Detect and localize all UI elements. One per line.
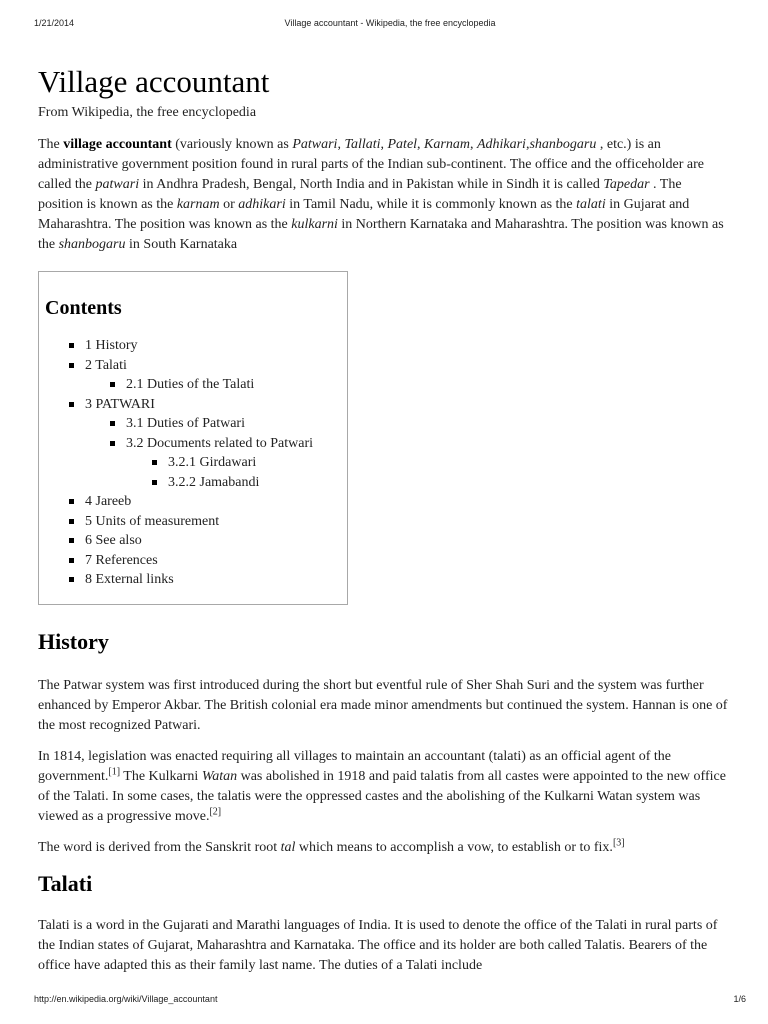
- paragraph-text: In 1814, legislation was enacted requiring all villages to maintain an accountant (talati) as an official agent of the government.: [38, 748, 672, 784]
- section-heading-history: History: [38, 628, 109, 654]
- toc-list: [45, 336, 347, 590]
- citation-link[interactable]: [2]: [209, 805, 222, 817]
- bullet-icon: [110, 441, 115, 446]
- lead-text: in Gujarat and Maharashtra. The position was known as the: [38, 197, 690, 232]
- table-of-contents: [38, 271, 348, 605]
- toc-item[interactable]: [45, 453, 347, 473]
- toc-item[interactable]: [45, 434, 347, 454]
- toc-item-label[interactable]: 3.2.1 Girdawari: [168, 455, 257, 470]
- toc-title: Contents: [45, 297, 122, 319]
- history-paragraph-1: The Patwar system was first introduced during the short but eventful rule of Sher Shah Suri and the system was further enhanced by Emperor Akbar. The British colonial era made minor amendments but continued the system. Hannan is one of the most recognized Patwari.: [38, 677, 728, 733]
- section-heading-talati: Talati: [38, 870, 93, 896]
- bullet-icon: [69, 499, 74, 504]
- paragraph-italic: tal: [280, 839, 296, 855]
- toc-item-label[interactable]: 7 References: [85, 552, 158, 568]
- toc-item[interactable]: [45, 356, 347, 376]
- history-paragraph-2: [38, 747, 730, 827]
- toc-item-label[interactable]: 3.2.2 Jamabandi: [168, 474, 260, 490]
- lead-text: ,: [380, 137, 388, 152]
- lead-text: ,: [337, 137, 345, 152]
- lead-paragraph: [38, 135, 730, 255]
- bullet-icon: [152, 460, 157, 465]
- paragraph-italic: Watan: [201, 768, 238, 784]
- paragraph-text: which means to accomplish a vow, to establish or to fix.: [295, 839, 613, 855]
- tagline: From Wikipedia, the free encyclopedia: [38, 105, 257, 120]
- toc-item-label[interactable]: 1 History: [85, 338, 138, 353]
- lead-italic: shanbogaru: [58, 237, 126, 252]
- toc-item-label[interactable]: 2.1 Duties of the Talati: [126, 377, 255, 392]
- lead-text: in Tamil Nadu, while it is commonly known as the: [285, 197, 577, 212]
- bullet-icon: [69, 343, 74, 348]
- lead-text: The: [38, 137, 64, 152]
- lead-text: in Andhra Pradesh, Bengal, North India and in Pakistan while in Sindh it is called: [139, 177, 604, 192]
- lead-text: ,: [417, 137, 425, 152]
- bullet-icon: [69, 519, 74, 524]
- print-page-number: 1/6: [733, 994, 746, 1004]
- lead-text: in South Karnataka: [125, 237, 238, 252]
- lead-text: (variously known as: [171, 137, 293, 152]
- lead-text: ,: [469, 137, 477, 152]
- toc-item-label[interactable]: 3.1 Duties of Patwari: [126, 416, 245, 431]
- lead-italic: Tallati: [344, 137, 381, 152]
- print-header: [34, 18, 746, 30]
- citation-link[interactable]: [3]: [612, 836, 625, 848]
- lead-italic: Patwari: [292, 137, 338, 152]
- toc-item[interactable]: [45, 551, 347, 571]
- lead-text: ,: [525, 137, 530, 152]
- toc-item[interactable]: [45, 414, 347, 434]
- lead-bold-term: village accountant: [63, 137, 172, 152]
- lead-italic: karnam: [176, 197, 220, 212]
- print-page-title: Village accountant - Wikipedia, the free encyclopedia: [284, 18, 496, 28]
- toc-item-label[interactable]: 2 Talati: [85, 357, 127, 373]
- bullet-icon: [69, 538, 74, 543]
- article-body: [38, 60, 730, 987]
- lead-italic: kulkarni: [291, 217, 338, 232]
- lead-text: , etc.) is an administrative government position found in rural parts of the Indian sub-continent. The office and the officeholder are called the: [38, 137, 704, 192]
- lead-italic: Patel: [387, 137, 418, 152]
- toc-item[interactable]: [45, 492, 347, 512]
- lead-italic: patwari: [95, 177, 140, 192]
- paragraph-text: The word is derived from the Sanskrit root: [38, 839, 281, 855]
- talati-paragraph-1: Talati is a word in the Gujarati and Marathi languages of India. It is used to denote the office of the Talati in rural parts of the Indian states of Gujarat, Maharashtra and Karnataka. The office and its holder are both called Talatis. Bearers of the office have adapted this as their family last name. The duties of a Talati include: [38, 917, 718, 973]
- bullet-icon: [110, 382, 115, 387]
- toc-item[interactable]: [45, 395, 347, 415]
- toc-item[interactable]: [45, 375, 347, 395]
- print-footer: [34, 994, 746, 1006]
- lead-italic: shanbogaru: [529, 137, 597, 152]
- page-title: Village accountant: [38, 64, 270, 99]
- lead-italic: Karnam: [424, 137, 470, 152]
- toc-item-label[interactable]: 5 Units of measurement: [85, 513, 220, 529]
- lead-text: . The position is known as the: [38, 177, 682, 212]
- toc-item-label[interactable]: 6 See also: [85, 533, 142, 548]
- toc-item[interactable]: [45, 336, 347, 356]
- print-date: 1/21/2014: [34, 18, 75, 28]
- bullet-icon: [110, 421, 115, 426]
- lead-italic: Adhikari: [476, 137, 526, 152]
- toc-item[interactable]: [45, 531, 347, 551]
- toc-item-label[interactable]: 3 PATWARI: [85, 396, 155, 412]
- print-url: http://en.wikipedia.org/wiki/Village_accountant: [34, 994, 218, 1004]
- lead-text: in Northern Karnataka and Maharashtra. The position was known as the: [38, 217, 724, 252]
- bullet-icon: [69, 577, 74, 582]
- toc-item-label[interactable]: 8 External links: [85, 572, 174, 587]
- lead-italic: talati: [576, 197, 606, 212]
- history-paragraph-3: [38, 838, 730, 858]
- bullet-icon: [69, 558, 74, 563]
- bullet-icon: [152, 480, 157, 485]
- citation-link[interactable]: [1]: [108, 765, 121, 777]
- paragraph-text: was abolished in 1918 and paid talatis from all castes were appointed to the new office of the Talati. In some cases, the talatis were the oppressed castes and the abolishing of the Kulkarni Watan system was viewed as a progressive move.: [38, 768, 726, 824]
- toc-item[interactable]: [45, 570, 347, 590]
- bullet-icon: [69, 363, 74, 368]
- paragraph-text: The Kulkarni: [120, 768, 202, 784]
- lead-text: or: [219, 197, 239, 212]
- toc-item[interactable]: [45, 512, 347, 532]
- bullet-icon: [69, 402, 74, 407]
- toc-item-label[interactable]: 3.2 Documents related to Patwari: [126, 435, 314, 451]
- toc-item[interactable]: [45, 473, 347, 493]
- lead-italic: Tapedar: [603, 177, 650, 192]
- lead-italic: adhikari: [238, 197, 286, 212]
- toc-item-label[interactable]: 4 Jareeb: [85, 494, 132, 509]
